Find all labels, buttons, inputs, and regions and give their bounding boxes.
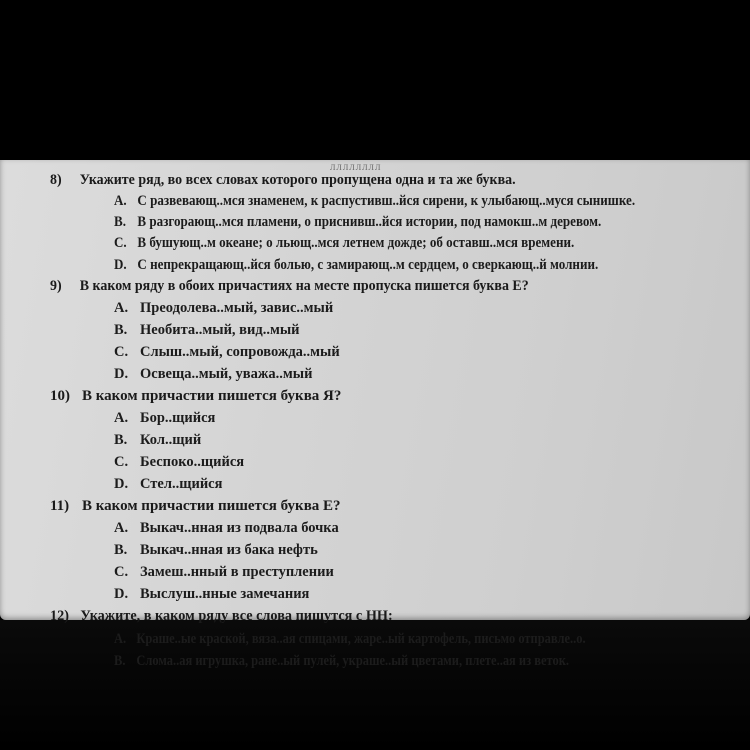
question-number: 9) <box>50 278 62 294</box>
question-text: В каком причастии пишется буква Я? <box>82 388 342 404</box>
question-text: Укажите ряд, во всех словах которого пропущена одна и та же буква. <box>79 172 516 188</box>
question-number: 11) <box>50 498 70 514</box>
option-text: Замеш..нный в преступлении <box>140 564 334 580</box>
option-letter: A. <box>114 520 129 536</box>
option-9b <box>114 322 300 339</box>
question-number: 8) <box>50 172 62 188</box>
option-text: Освеща..мый, уважа..мый <box>140 366 313 382</box>
option-text: В бушующ..м океане; о льющ..мся летнем дожде; об оставш..мся времени. <box>137 235 575 251</box>
option-text: Стел..щийся <box>140 476 223 492</box>
question-text: В каком ряду в обоих причастиях на месте пропуска пишется буква Е? <box>79 278 529 294</box>
option-letter: C. <box>114 344 129 360</box>
option-letter: A. <box>114 631 127 647</box>
option-text: Бор..щийся <box>140 410 216 426</box>
option-10c <box>114 454 244 471</box>
option-letter: B. <box>114 542 128 558</box>
option-letter: D. <box>114 257 127 273</box>
option-letter: C. <box>114 454 129 470</box>
question-text: В каком причастии пишется буква Е? <box>82 498 341 514</box>
question-9 <box>50 278 529 295</box>
option-text: Преодолева..мый, завис..мый <box>140 300 334 316</box>
option-letter: A. <box>114 410 129 426</box>
option-text: Кол..щий <box>140 432 202 448</box>
option-9d <box>114 366 312 383</box>
option-letter: A. <box>114 193 127 209</box>
option-12a <box>114 631 586 648</box>
cut-off-header: ЛЛЛЛЛЛЛЛ <box>330 163 382 172</box>
question-number: 12) <box>50 608 69 624</box>
option-text: С непрекращающ..йся болью, с замирающ..м сердцем, о сверкающ..й молнии. <box>137 257 599 273</box>
option-10a <box>114 410 215 427</box>
option-letter: D. <box>114 366 129 382</box>
option-11d <box>114 586 309 603</box>
question-11 <box>50 498 341 515</box>
option-text: В разгорающ..мся пламени, о приснивш..йся истории, под намокш..м деревом. <box>137 214 602 230</box>
option-11a <box>114 520 339 537</box>
option-12b <box>114 653 569 670</box>
option-text: Слыш..мый, сопровожда..мый <box>140 344 340 360</box>
option-11c <box>114 564 334 581</box>
option-8b <box>114 214 601 231</box>
option-10b <box>114 432 201 449</box>
question-text: Укажите, в каком ряду все слова пишутся с НН: <box>80 608 393 624</box>
option-letter: B. <box>114 322 128 338</box>
option-10d <box>114 476 222 493</box>
option-8c <box>114 235 574 252</box>
option-9c <box>114 344 340 361</box>
question-12 <box>50 608 393 625</box>
question-8 <box>50 172 516 189</box>
option-letter: D. <box>114 476 129 492</box>
option-text: Выслуш..нные замечания <box>140 586 310 602</box>
question-10 <box>50 388 341 405</box>
option-letter: B. <box>114 214 126 230</box>
option-text: С развевающ..мся знаменем, к распустивш..йся сирени, к улыбающ..муся сынишке. <box>137 193 636 209</box>
option-letter: D. <box>114 586 129 602</box>
option-8d <box>114 257 598 274</box>
option-letter: C. <box>114 235 127 251</box>
option-text: Необита..мый, вид..мый <box>140 322 300 338</box>
option-11b <box>114 542 318 559</box>
option-8a <box>114 193 635 210</box>
option-text: Краше..ые краской, вяза..ая спицами, жаре..ый картофель, письмо отправле..о. <box>136 631 586 647</box>
option-letter: C. <box>114 564 129 580</box>
question-number: 10) <box>50 388 70 404</box>
option-text: Слома..ая игрушка, ране..ый пулей, украше..ый цветами, плете..ая из веток. <box>136 653 570 669</box>
option-9a <box>114 300 333 317</box>
option-letter: A. <box>114 300 129 316</box>
option-text: Беспоко..щийся <box>140 454 245 470</box>
option-letter: B. <box>114 653 126 669</box>
option-text: Выкач..нная из подвала бочка <box>140 520 339 536</box>
option-letter: B. <box>114 432 128 448</box>
option-text: Выкач..нная из бака нефть <box>140 542 318 558</box>
